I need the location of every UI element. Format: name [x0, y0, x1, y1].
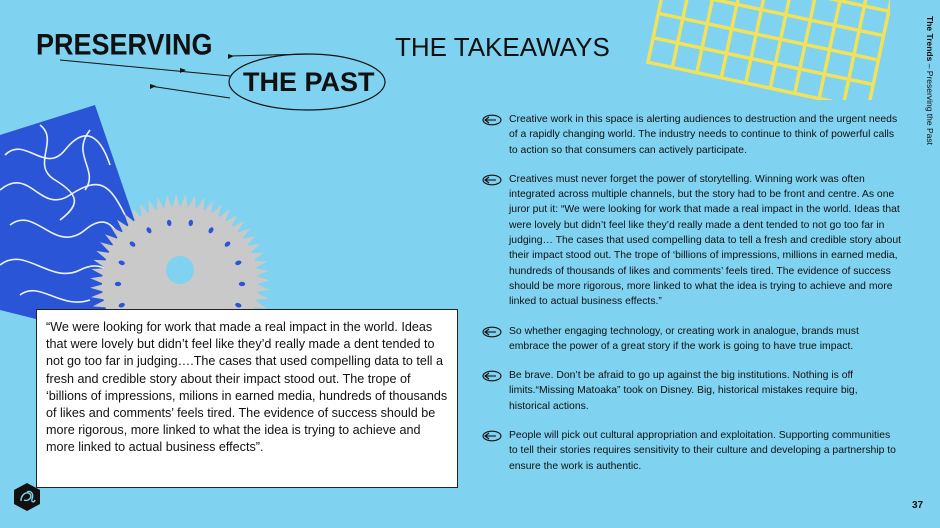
page-number: 37 — [912, 500, 924, 511]
juror-quote-box: “We were looking for work that made a real impact in the world. Ideas that were lovely but didn’t feel like they’d really made a dent tended to not go too far in judging….The cases that used compelling data to tell a fresh and credible story about their impact stood out. The trope of ‘billions of impressions, milions in earned media, hundreds of thousands of likes and comments’ feels tired. The evidence of success should be more rigorous, more linked to what the idea is trying to achieve and more linked to actual business effects”. — [36, 309, 458, 488]
section-title-takeaways: THE TAKEAWAYS — [395, 32, 610, 62]
arrow-left-circle-icon — [481, 112, 509, 158]
arrow-left-circle-icon — [481, 428, 509, 474]
arrow-left-circle-icon — [481, 324, 509, 355]
side-label-bold: The Trends — [925, 16, 935, 62]
saw-hole — [239, 282, 245, 286]
takeaway-text: Creative work in this space is alerting audiences to destruction and the urgent needs of a rapidly changing world. The industry needs to continue to think of powerful calls to action so that consumers can actively participate. — [509, 114, 898, 156]
takeaway-text: People will pick out cultural appropriation and exploitation. Supporting communities to tell their stories requires sensitivity to their culture and developing a partnership to ensure the work is authentic. — [509, 430, 896, 472]
side-section-label — [905, 16, 935, 156]
arrow-left-circle-icon — [481, 172, 509, 310]
yellow-grid-decoration — [630, 0, 890, 100]
takeaway-item — [481, 172, 901, 310]
takeaways-list — [481, 112, 901, 488]
takeaway-item — [481, 324, 901, 355]
title-preserving: PRESERVING — [36, 28, 213, 62]
takeaway-item — [481, 368, 901, 414]
saw-hole — [115, 282, 121, 286]
takeaway-text: So whether engaging technology, or creating work in analogue, brands must embrace the power of a great story if the work is going to have true impact. — [509, 325, 859, 352]
takeaway-text: Be brave. Don’t be afraid to go up against the big institutions. Nothing is off limits.“Missing Matoaka” took on Disney. Big, historical mistakes require big, historical actions. — [509, 370, 858, 412]
arrow-left-circle-icon — [481, 368, 509, 414]
takeaway-text: Creatives must never forget the power of storytelling. Winning work was often integrated across multiple channels, but the story had to be front and centre. As one juror put it: “We were looking for work that made a real impact in the world. Ideas that were lovely but didn’t feel like they’d really made a dent tended to not go too far in judging… The cases that used compelling data to tell a fresh and credible story about their impact stood out. The trope of ‘billions of impressions, millions in earned media, hundreds of thousands of likes and comments’ feels tired. The evidence of success should be more rigorous, more linked to what the idea is trying to achieve and more linked to actual business effects.” — [509, 173, 902, 308]
takeaway-item — [481, 428, 901, 474]
takeaway-item — [481, 112, 901, 158]
side-label-rest: – Preserving the Past — [925, 61, 935, 145]
dad-logo — [12, 482, 42, 512]
title-the-past: THE PAST — [243, 67, 375, 97]
